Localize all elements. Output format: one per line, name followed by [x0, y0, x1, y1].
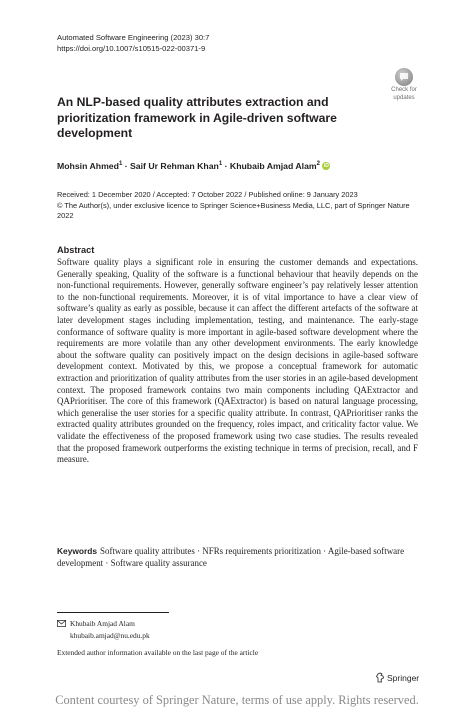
article-title: An NLP-based quality attributes extraction and prioritization framework in Agile-driven software development [57, 95, 337, 140]
envelope-icon [57, 620, 66, 631]
journal-header [57, 32, 209, 54]
doi-link[interactable]: https://doi.org/10.1007/s10515-022-00371-9 [57, 44, 206, 53]
received-accepted-published: Received: 1 December 2020 / Accepted: 7 October 2022 / Published online: 9 January 2023 [57, 190, 358, 199]
keywords-block [57, 545, 418, 569]
badge-line-2: updates [393, 94, 415, 101]
check-for-updates-badge[interactable] [386, 68, 422, 102]
author-list [57, 161, 330, 171]
corresponding-author-name: Khubaib Amjad Alam [70, 619, 135, 628]
corresponding-author [57, 619, 150, 641]
author-affiliation-mark: 1 [218, 161, 223, 168]
badge-line-1: Check for [391, 87, 417, 93]
journal-citation: Automated Software Engineering (2023) 30:7 [57, 33, 210, 42]
corresponding-author-email[interactable]: khubaib.amjad@nu.edu.pk [70, 630, 150, 640]
publisher-logo [375, 672, 419, 683]
abstract-text: Software quality plays a significant role in ensuring the customer demands and expectations. Generally speaking, Quality of the software is a functional behaviour that heavily depends on the non-functional requirements. However, generally software engineer’s pay relatively lesser attention to the non-functional requirements. Moreover, it is of vital importance to have a clear view of software’s quality as early as possible, because it can affect the different artefacts of the software at later development stages including implementation, testing, and maintenance. The early-stage conformance of software quality is more important in agile-based software development where the requirements are more volatile than any other development environments. The early knowledge about the software quality can positively impact on the design decisions in agile-based software development context. Motivated by this, we propose a conceptual framework for automatic extraction and prioritization of quality attributes from the user stories in an agile-based development context. The proposed framework contains two main components including QAExtractor and QAPrioritiser. The core of this framework (QAExtractor) is based on natural language processing, which generalise the user stories for a specific quality attribute. In contrast, QAPrioritiser ranks the extracted quality attributes grounded on the frequency, roles impact, and criticality factor value. We validate the effectiveness of the proposed framework using two case studies. The results revealed that the proposed framework outperforms the existing technique in terms of precision, recall, and F measure. [57, 257, 418, 465]
abstract-heading: Abstract [57, 245, 95, 255]
copyright-watermark: Content courtesy of Springer Nature, terms of use apply. Rights reserved. [55, 693, 419, 707]
author-name[interactable]: Khubaib Amjad Alam [229, 161, 317, 171]
publisher-name: Springer [387, 673, 420, 683]
copyright-line: © The Author(s), under exclusive licence to Springer Science+Business Media, LLC, part of Springer Nature 2022 [57, 200, 410, 221]
footnote-rule [57, 612, 169, 613]
check-for-updates-icon [395, 68, 413, 86]
orcid-icon[interactable]: iD [323, 163, 329, 169]
author-affiliation-mark: 1 [118, 161, 123, 168]
keywords-heading: Keywords [57, 546, 98, 556]
keywords-text: Software quality attributes · NFRs requirements prioritization · Agile-based software development · Software quality assurance [57, 546, 405, 568]
author-separator: · [122, 161, 131, 171]
author-name[interactable]: Saif Ur Rehman Khan [130, 161, 219, 171]
author-affiliation-mark: 2 [316, 161, 320, 168]
publication-dates [57, 190, 417, 222]
author-separator: · [222, 161, 230, 171]
author-name[interactable]: Mohsin Ahmed [57, 161, 119, 171]
extended-author-info: Extended author information available on the last page of the article [57, 648, 259, 657]
springer-horse-icon [375, 672, 385, 683]
